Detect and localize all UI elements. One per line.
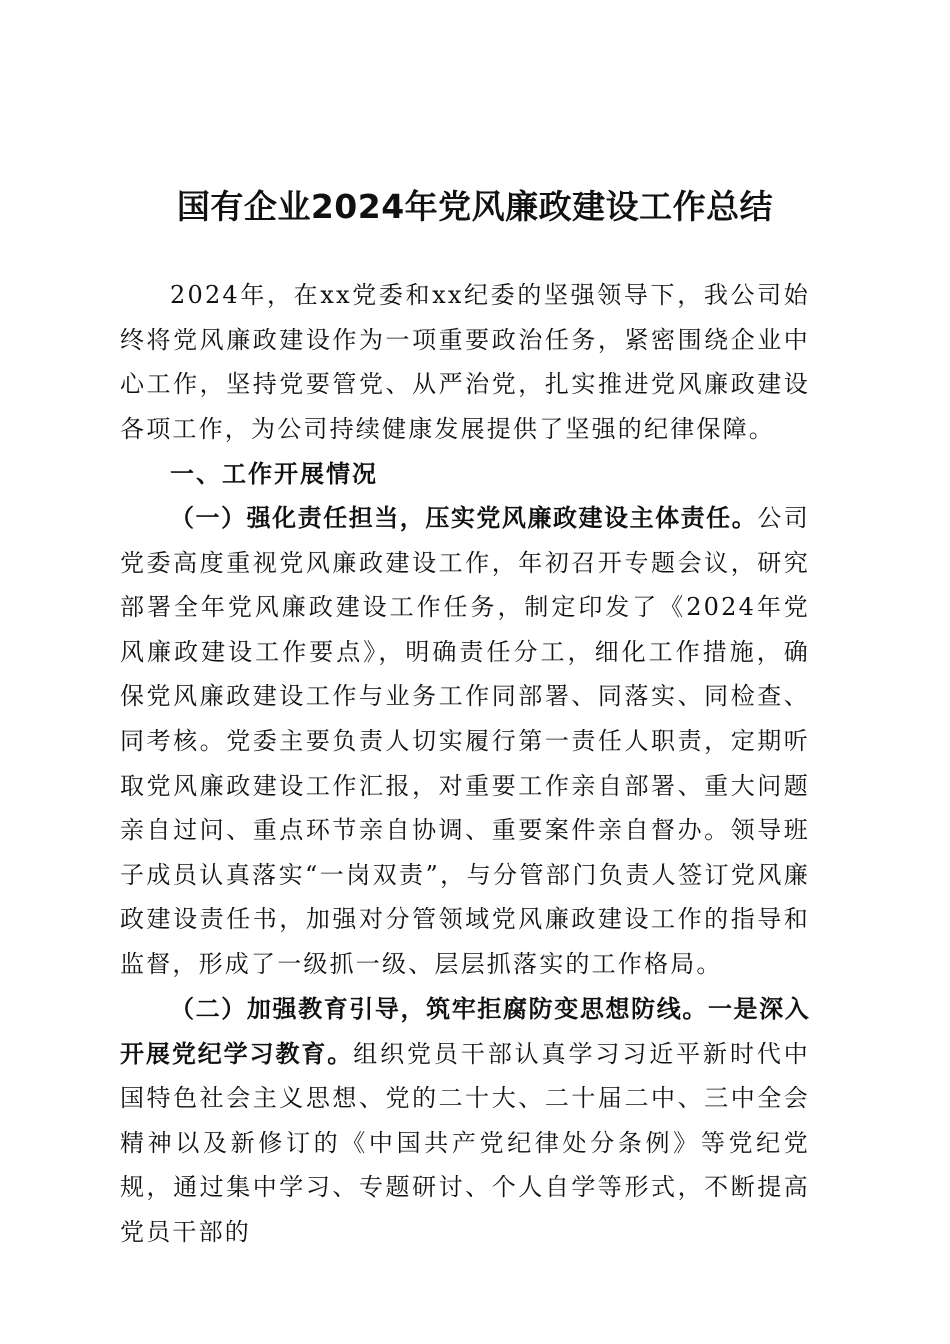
item2-lead: （二）加强教育引导，筑牢拒腐防变思想防线。 <box>170 995 708 1023</box>
item1-paragraph-block <box>120 496 810 987</box>
item1-text: 公司党委高度重视党风廉政建设工作，年初召开专题会议，研究部署全年党风廉政建设工作任务，制定印发了《2024年党风廉政建设工作要点》，明确责任分工，细化工作措施，确保党风廉政建设工作与业务工作同部署、同落实、同检查、同考核。党委主要负责人切实履行第一责任人职责，定期听取党风廉政建设工作汇报，对重要工作亲自部署、重大问题亲自过问、重点环节亲自协调、重要案件亲自督办。领导班子成员认真落实“一岗双责”，与分管部门负责人签订党风廉政建设责任书，加强对分管领域党风廉政建设工作的指导和监督，形成了一级抓一级、层层抓落实的工作格局。 <box>120 504 810 978</box>
item2-paragraph-block <box>120 987 810 1255</box>
item2-text: 组织党员干部认真学习习近平新时代中国特色社会主义思想、党的二十大、二十届二中、三中全会精神以及新修订的《中国共产党纪律处分条例》等党纪党规，通过集中学习、专题研讨、个人自学等形式，不断提高党员干部的 <box>120 1039 810 1246</box>
document-title: 国有企业2024年党风廉政建设工作总结 <box>176 187 774 226</box>
intro-paragraph-block <box>120 273 810 451</box>
intro-paragraph: 2024年，在xx党委和xx纪委的坚强领导下，我公司始终将党风廉政建设作为一项重要政治任务，紧密围绕企业中心工作，坚持党要管党、从严治党，扎实推进党风廉政建设各项工作，为公司持续健康发展提供了坚强的纪律保障。 <box>120 281 810 443</box>
item1-paragraph <box>120 496 810 987</box>
section-heading: 一、工作开展情况 <box>170 460 378 488</box>
item1-lead: （一）强化责任担当，压实党风廉政建设主体责任。 <box>170 504 758 532</box>
item2-sub-lead: 一是深入开展党纪学习教育。 <box>120 995 810 1068</box>
item2-paragraph <box>120 987 810 1255</box>
